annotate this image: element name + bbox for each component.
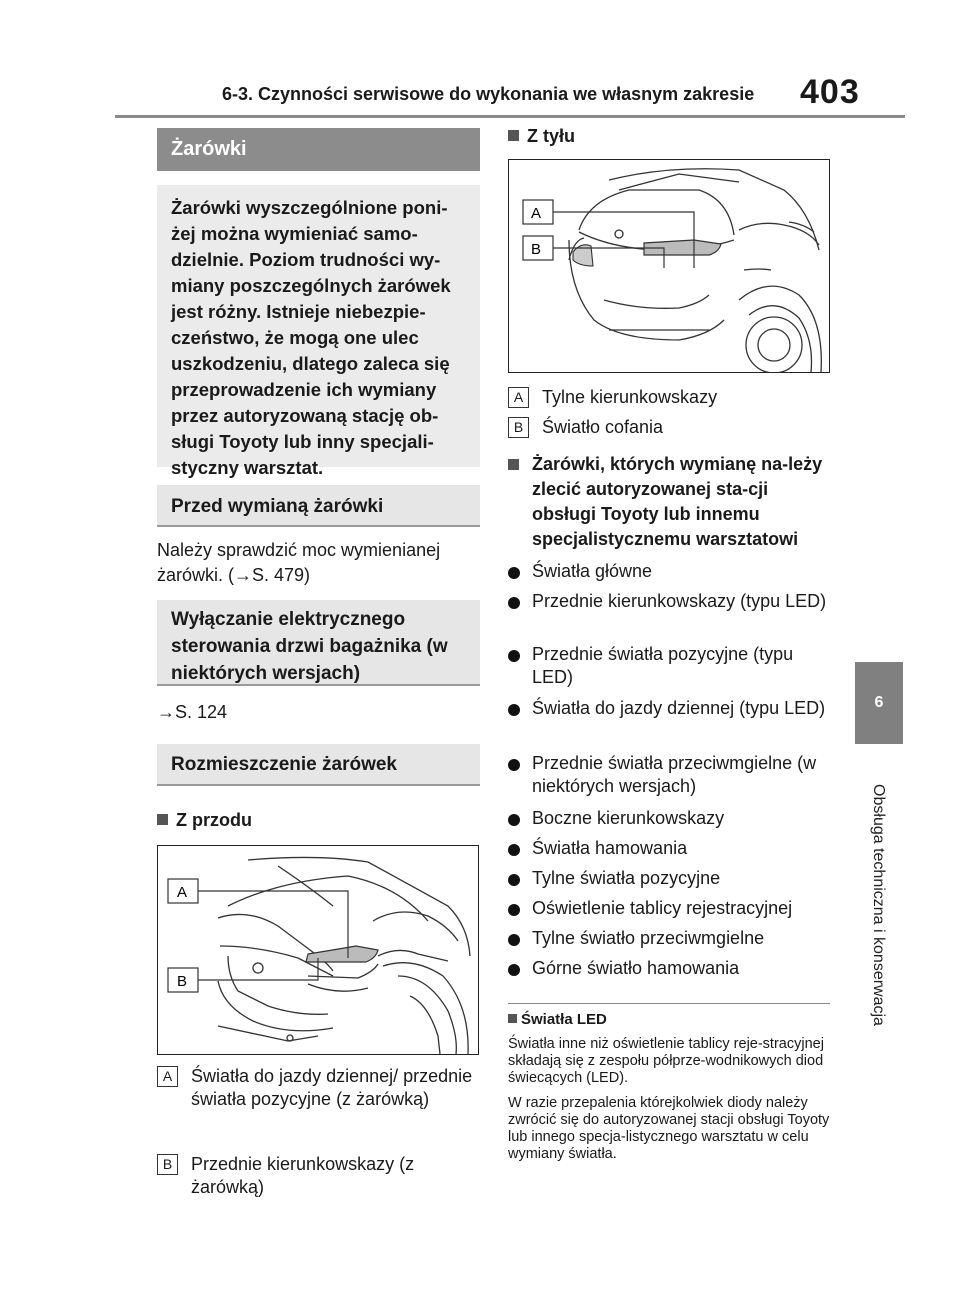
front-lamps-figure bbox=[157, 845, 479, 1055]
bullet-dot-icon bbox=[508, 704, 520, 716]
square-bullet-icon bbox=[157, 814, 168, 825]
section-title-bulbs: Żarówki bbox=[157, 128, 480, 171]
chapter-side-title-text: Obsługa techniczna i konserwacja bbox=[870, 784, 887, 1026]
bullet-dot-icon bbox=[508, 964, 520, 976]
list-item bbox=[508, 697, 830, 752]
running-header: 6-3. Czynności serwisowe do wykonania we własnym zakresie bbox=[222, 84, 755, 104]
service-list bbox=[508, 560, 830, 987]
section-title-before-replacement: Przed wymianą żarówki bbox=[157, 485, 480, 527]
before-replacement-text: Należy sprawdzić moc wymienianej żarówki. (→S. 479) bbox=[157, 540, 441, 585]
led-heading bbox=[508, 1010, 830, 1030]
list-item bbox=[508, 590, 830, 643]
rear-legend-text-b: Światło cofania bbox=[542, 417, 664, 437]
list-item-text: Przednie kierunkowskazy (typu LED) bbox=[532, 591, 827, 611]
service-heading-text: Żarówki, których wymianę na-leży zlecić autoryzowanej sta-cji obsługi Toyoty lub innemu specjalistycznemu warsztatowi bbox=[532, 454, 823, 549]
bullet-dot-icon bbox=[508, 934, 520, 946]
rear-figure-label-b: B bbox=[531, 241, 542, 258]
figure-label-b: B bbox=[177, 973, 188, 990]
list-item-text: Górne światło hamowania bbox=[532, 958, 740, 978]
right-column bbox=[508, 124, 830, 1163]
list-item bbox=[508, 807, 830, 837]
bullet-dot-icon bbox=[508, 904, 520, 916]
list-item bbox=[508, 927, 830, 957]
square-bullet-icon bbox=[508, 1014, 517, 1023]
bullet-dot-icon bbox=[508, 814, 520, 826]
legend-badge-b: B bbox=[157, 1154, 178, 1175]
list-item-text: Tylne światło przeciwmgielne bbox=[532, 928, 765, 948]
front-legend-a bbox=[157, 1065, 480, 1145]
bullet-dot-icon bbox=[508, 597, 520, 609]
list-item bbox=[508, 643, 830, 697]
front-heading bbox=[157, 808, 480, 833]
section-intro: Żarówki wyszczególnione poni-żej można wymieniać samo-dzielnie. Poziom trudności wy-miany poszczególnych żarówek jest różny. Istnieje niebezpie-czeństwo, że mogą one ulec uszkodzeniu, dlatego zaleca się przeprowadzenie ich wymiany przez autoryzowaną stację ob-sługi Toyoty lub inny specjali-styczny warsztat. bbox=[157, 185, 480, 467]
rear-car-illustration bbox=[509, 160, 829, 372]
rear-legend-badge-a: A bbox=[508, 387, 529, 408]
list-item-text: Światła główne bbox=[532, 561, 653, 581]
list-item-text: Światła hamowania bbox=[532, 838, 688, 858]
bullet-dot-icon bbox=[508, 844, 520, 856]
bullet-dot-icon bbox=[508, 650, 520, 662]
list-item-text: Oświetlenie tablicy rejestracyjnej bbox=[532, 898, 793, 918]
chapter-side-title bbox=[862, 745, 894, 1065]
rear-heading bbox=[508, 124, 830, 149]
list-item bbox=[508, 867, 830, 897]
list-item bbox=[508, 560, 830, 590]
rear-legend-text-a: Tylne kierunkowskazy bbox=[542, 387, 718, 407]
led-heading-text: Światła LED bbox=[521, 1011, 607, 1028]
list-item bbox=[508, 957, 830, 987]
legend-badge-a: A bbox=[157, 1066, 178, 1087]
page-number: 403 bbox=[800, 73, 860, 111]
list-item-text: Światła do jazdy dziennej (typu LED) bbox=[532, 698, 826, 718]
square-bullet-icon bbox=[508, 130, 519, 141]
rear-figure-label-a: A bbox=[531, 205, 542, 222]
section-title-bulb-locations: Rozmieszczenie żarówek bbox=[157, 744, 480, 786]
led-paragraph-1: Światła inne niż oświetlenie tablicy reje-stracyjnej składają się z zespołu półprze-wodnikowych diod świecących (LED). bbox=[508, 1036, 824, 1086]
list-item-text: Przednie światła pozycyjne (typu LED) bbox=[532, 644, 794, 687]
bullet-dot-icon bbox=[508, 567, 520, 579]
list-item-text: Boczne kierunkowskazy bbox=[532, 808, 725, 828]
list-item bbox=[508, 897, 830, 927]
rear-heading-text: Z tyłu bbox=[527, 126, 575, 146]
rear-lamps-figure bbox=[508, 159, 830, 373]
rear-legend-b bbox=[508, 416, 830, 446]
led-paragraph-2: W razie przepalenia którejkolwiek diody należy zwrócić się do autoryzowanej stacji obsługi Toyoty lub innego specja-listycznego warsztatu w celu wymiany światła. bbox=[508, 1095, 830, 1162]
list-item bbox=[508, 752, 830, 807]
legend-text-b: Przednie kierunkowskazy (z żarówką) bbox=[191, 1154, 415, 1197]
list-item-text: Tylne światła pozycyjne bbox=[532, 868, 721, 888]
chapter-tab: 6 bbox=[855, 662, 903, 744]
list-item-text: Przednie światła przeciwmgielne (w niektórych wersjach) bbox=[532, 753, 817, 796]
header-rule bbox=[115, 115, 905, 118]
figure-label-a: A bbox=[177, 884, 188, 901]
rear-legend-badge-b: B bbox=[508, 417, 529, 438]
section-title-tailgate: Wyłączanie elektrycznego sterowania drzwi bagażnika (w niektórych wersjach) bbox=[157, 600, 480, 686]
legend-text-a: Światła do jazdy dziennej/ przednie światła pozycyjne (z żarówką) bbox=[191, 1066, 473, 1109]
bullet-dot-icon bbox=[508, 874, 520, 886]
square-bullet-icon bbox=[508, 459, 519, 470]
front-car-illustration bbox=[158, 846, 478, 1054]
bullet-dot-icon bbox=[508, 759, 520, 771]
front-legend-b bbox=[157, 1153, 480, 1199]
front-heading-text: Z przodu bbox=[176, 810, 252, 830]
rear-legend-a bbox=[508, 386, 830, 416]
list-item bbox=[508, 837, 830, 867]
left-column bbox=[157, 128, 480, 1199]
tailgate-text: →S. 124 bbox=[157, 702, 228, 722]
service-heading bbox=[508, 452, 830, 552]
